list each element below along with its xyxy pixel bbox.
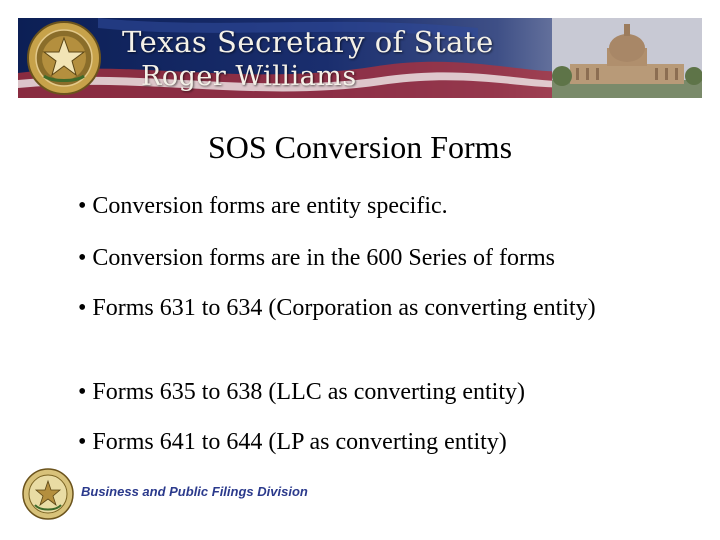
bullet-item: • Forms 631 to 634 (Corporation as converting entity) [78, 295, 596, 321]
bullet-item: • Conversion forms are in the 600 Series of forms [78, 245, 555, 271]
footer-division-label: Business and Public Filings Division [81, 484, 308, 499]
slide-title: SOS Conversion Forms [207, 129, 513, 165]
bullet-item: • Conversion forms are entity specific. [78, 193, 448, 219]
texas-state-seal-icon [24, 20, 104, 96]
secretary-of-state-seal-icon [22, 468, 74, 520]
header-banner [18, 18, 702, 98]
bullet-item: • Forms 641 to 644 (LP as converting entity) [78, 429, 507, 455]
texas-capitol-icon [552, 18, 702, 98]
banner-name: Roger Williams [141, 61, 357, 92]
bullet-item: • Forms 635 to 638 (LLC as converting entity) [78, 379, 526, 405]
banner-title: Texas Secretary of State [122, 25, 494, 59]
